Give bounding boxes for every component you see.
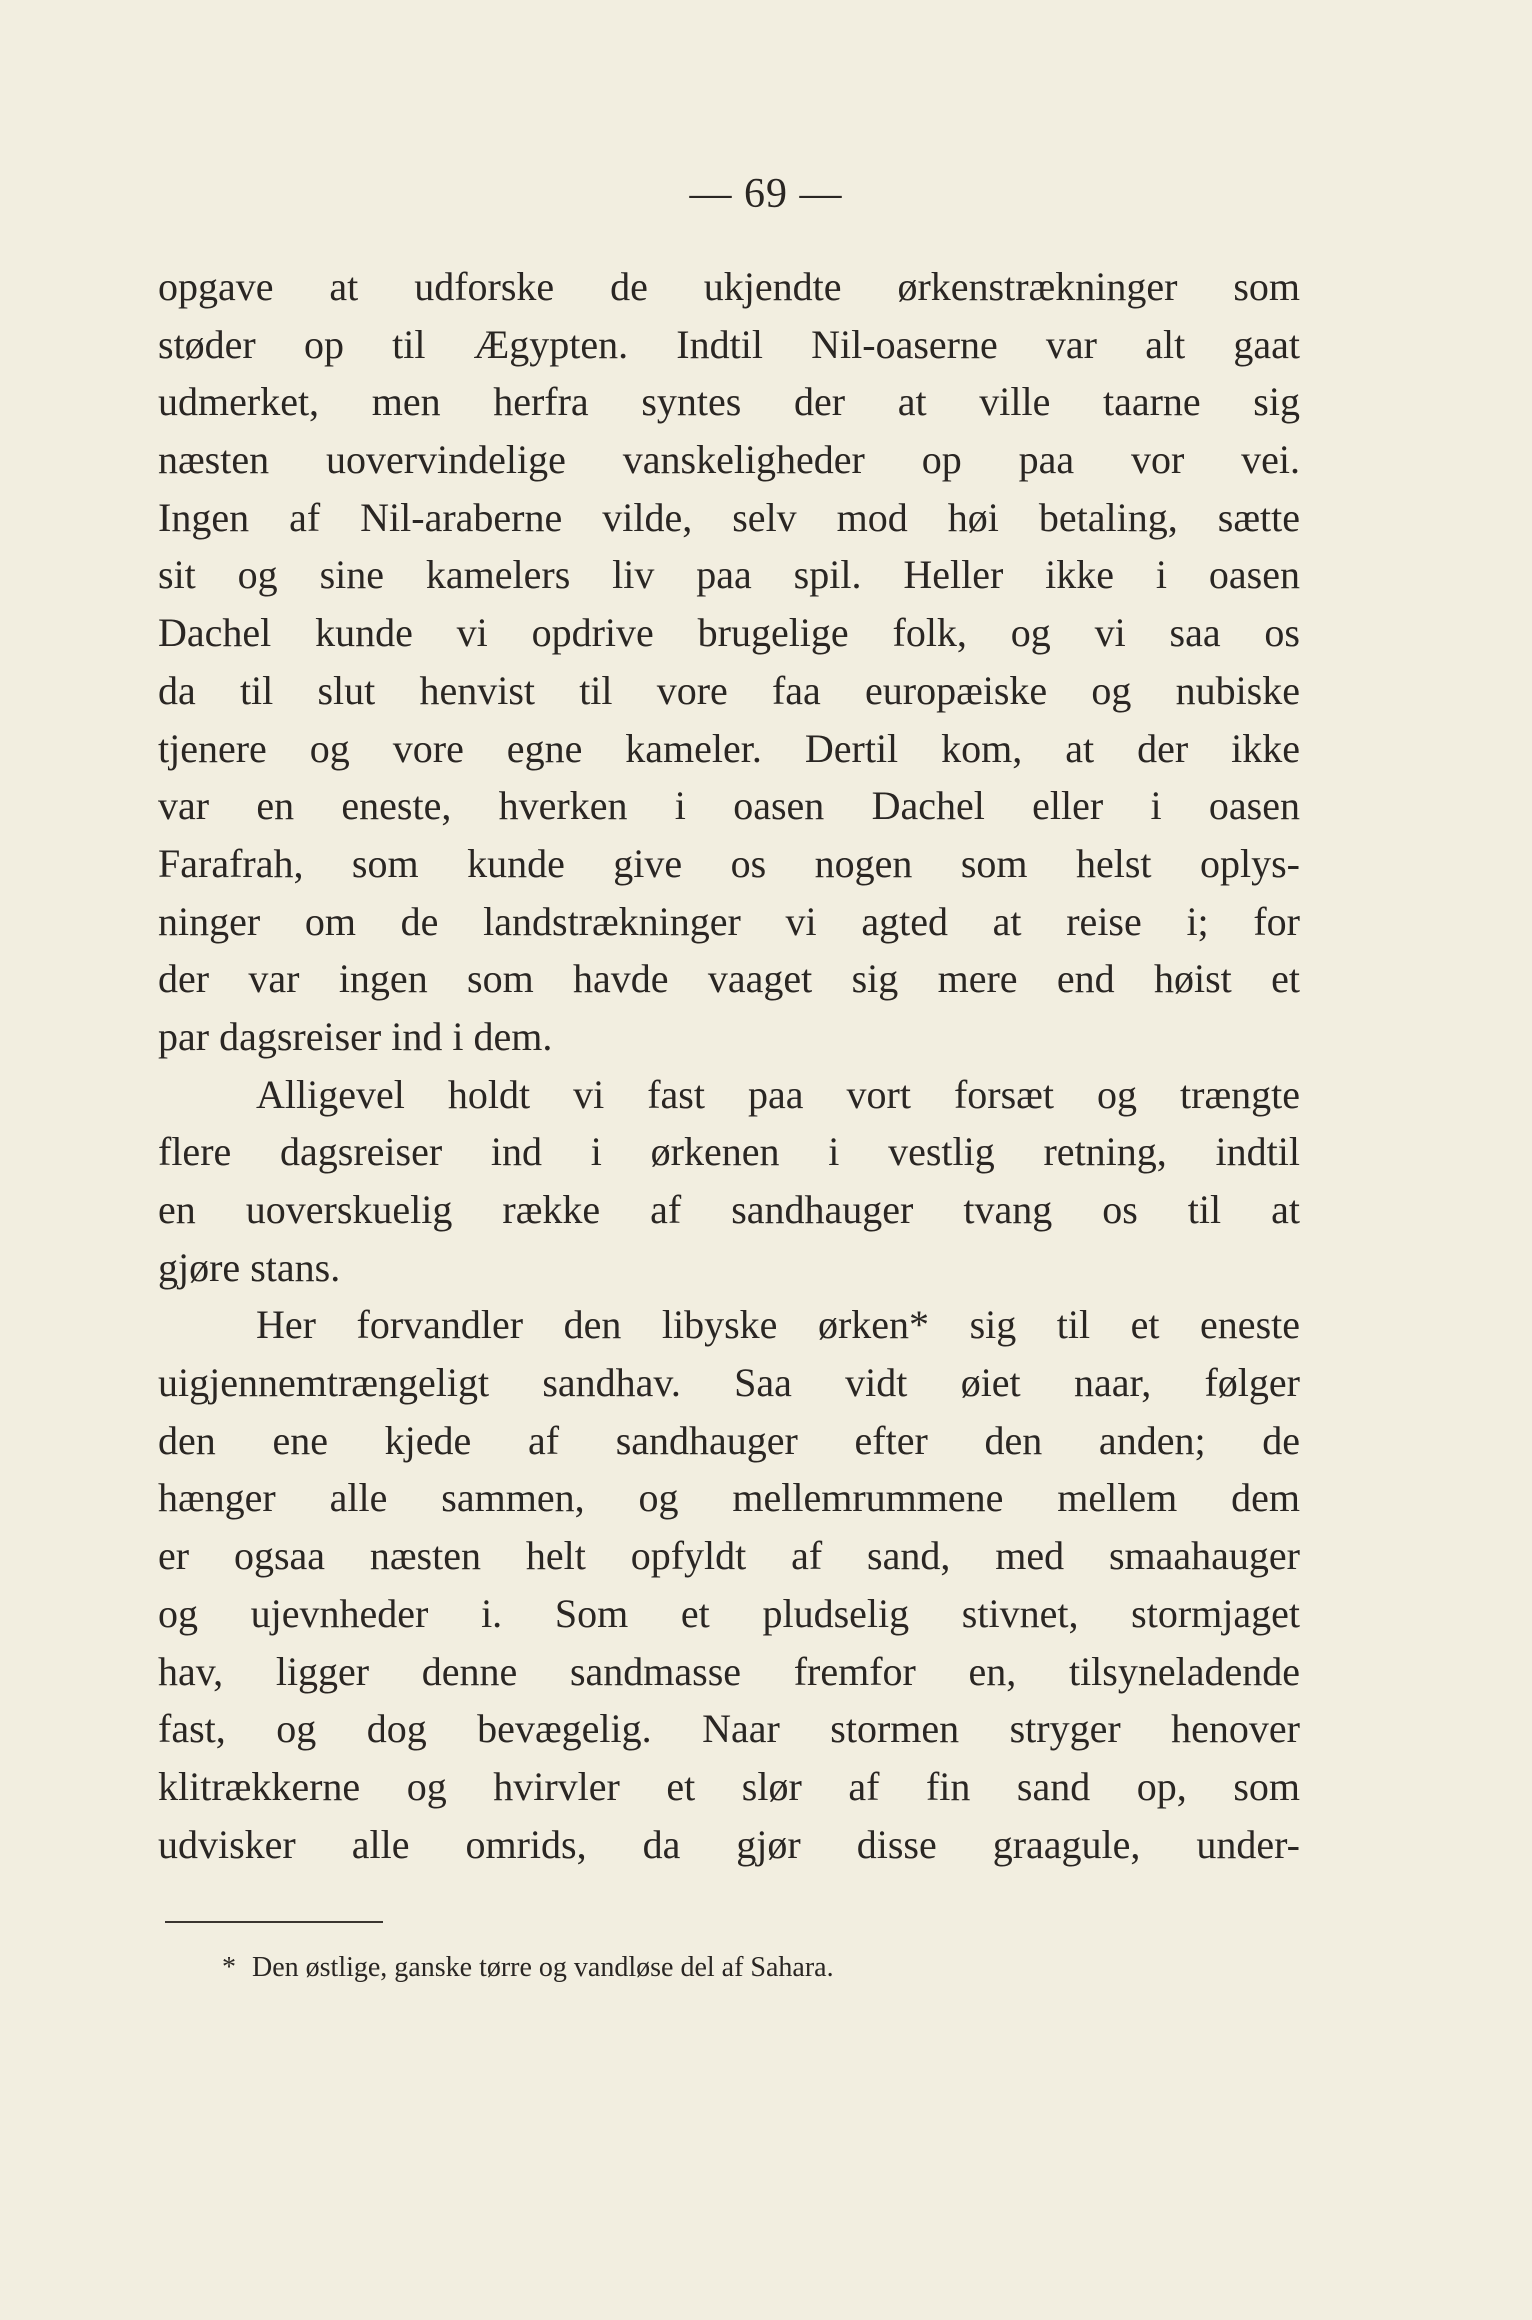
text-line: støder op til Ægypten. Indtil Nil-oaserne var alt gaat [158, 321, 1300, 367]
text-line: hav, ligger denne sandmasse fremfor en, tilsyneladende [158, 1648, 1300, 1694]
footnote-text: Den østlige, ganske tørre og vandløse del af Sahara. [252, 1952, 834, 1983]
footnote-marker: * [222, 1952, 236, 1983]
text-line: gjøre stans. [158, 1244, 341, 1290]
text-line: Ingen af Nil-araberne vilde, selv mod høi betaling, sætte [158, 494, 1300, 540]
paragraph-1 [158, 258, 1300, 1066]
text-line: den ene kjede af sandhauger efter den anden; de [158, 1417, 1300, 1463]
text-line: udvisker alle omrids, da gjør disse graagule, under- [158, 1821, 1300, 1867]
text-line: en uoverskuelig række af sandhauger tvang os til at [158, 1187, 1300, 1232]
footnote-divider [165, 1921, 383, 1923]
text-line: udmerket, men herfra syntes der at ville taarne sig [158, 379, 1300, 425]
text-line: da til slut henvist til vore faa europæiske og nubiske [158, 667, 1300, 713]
text-line: flere dagsreiser ind i ørkenen i vestlig retning, indtil [158, 1129, 1300, 1175]
footnote [222, 1950, 834, 1986]
text-line: var en eneste, hverken i oasen Dachel eller i oasen [158, 783, 1300, 829]
text-line: opgave at udforske de ukjendte ørkenstrækninger som [158, 264, 1300, 309]
text-line: tjenere og vore egne kameler. Dertil kom, at der ikke [158, 725, 1300, 771]
text-line: Her forvandler den libyske ørken* sig til et eneste [256, 1302, 1300, 1348]
paragraph-3 [158, 1296, 1300, 1873]
body-text [158, 258, 1300, 1873]
text-line: Farafrah, som kunde give os nogen som helst oplys- [158, 840, 1300, 886]
text-line: klitrækkerne og hvirvler et slør af fin sand op, som [158, 1763, 1300, 1809]
text-line: fast, og dog bevægelig. Naar stormen stryger henover [158, 1706, 1300, 1752]
text-line: par dagsreiser ind i dem. [158, 1013, 553, 1059]
paragraph-2 [158, 1066, 1300, 1297]
page-number: — 69 — [689, 171, 843, 217]
text-line: og ujevnheder i. Som et pludselig stivnet, stormjaget [158, 1590, 1300, 1636]
text-line: ninger om de landstrækninger vi agted at reise i; for [158, 898, 1300, 944]
text-line: Dachel kunde vi opdrive brugelige folk, og vi saa os [158, 610, 1300, 656]
text-line: Alligevel holdt vi fast paa vort forsæt og trængte [256, 1071, 1300, 1117]
text-line: der var ingen som havde vaaget sig mere end høist et [158, 956, 1300, 1002]
text-line: næsten uovervindelige vanskeligheder op paa vor vei. [158, 437, 1300, 483]
text-line: sit og sine kamelers liv paa spil. Heller ikke i oasen [158, 552, 1300, 598]
text-line: hænger alle sammen, og mellemrummene mellem dem [158, 1475, 1300, 1521]
text-line: er ogsaa næsten helt opfyldt af sand, med smaahauger [158, 1533, 1300, 1579]
text-line: uigjennemtrængeligt sandhav. Saa vidt øiet naar, følger [158, 1360, 1300, 1406]
